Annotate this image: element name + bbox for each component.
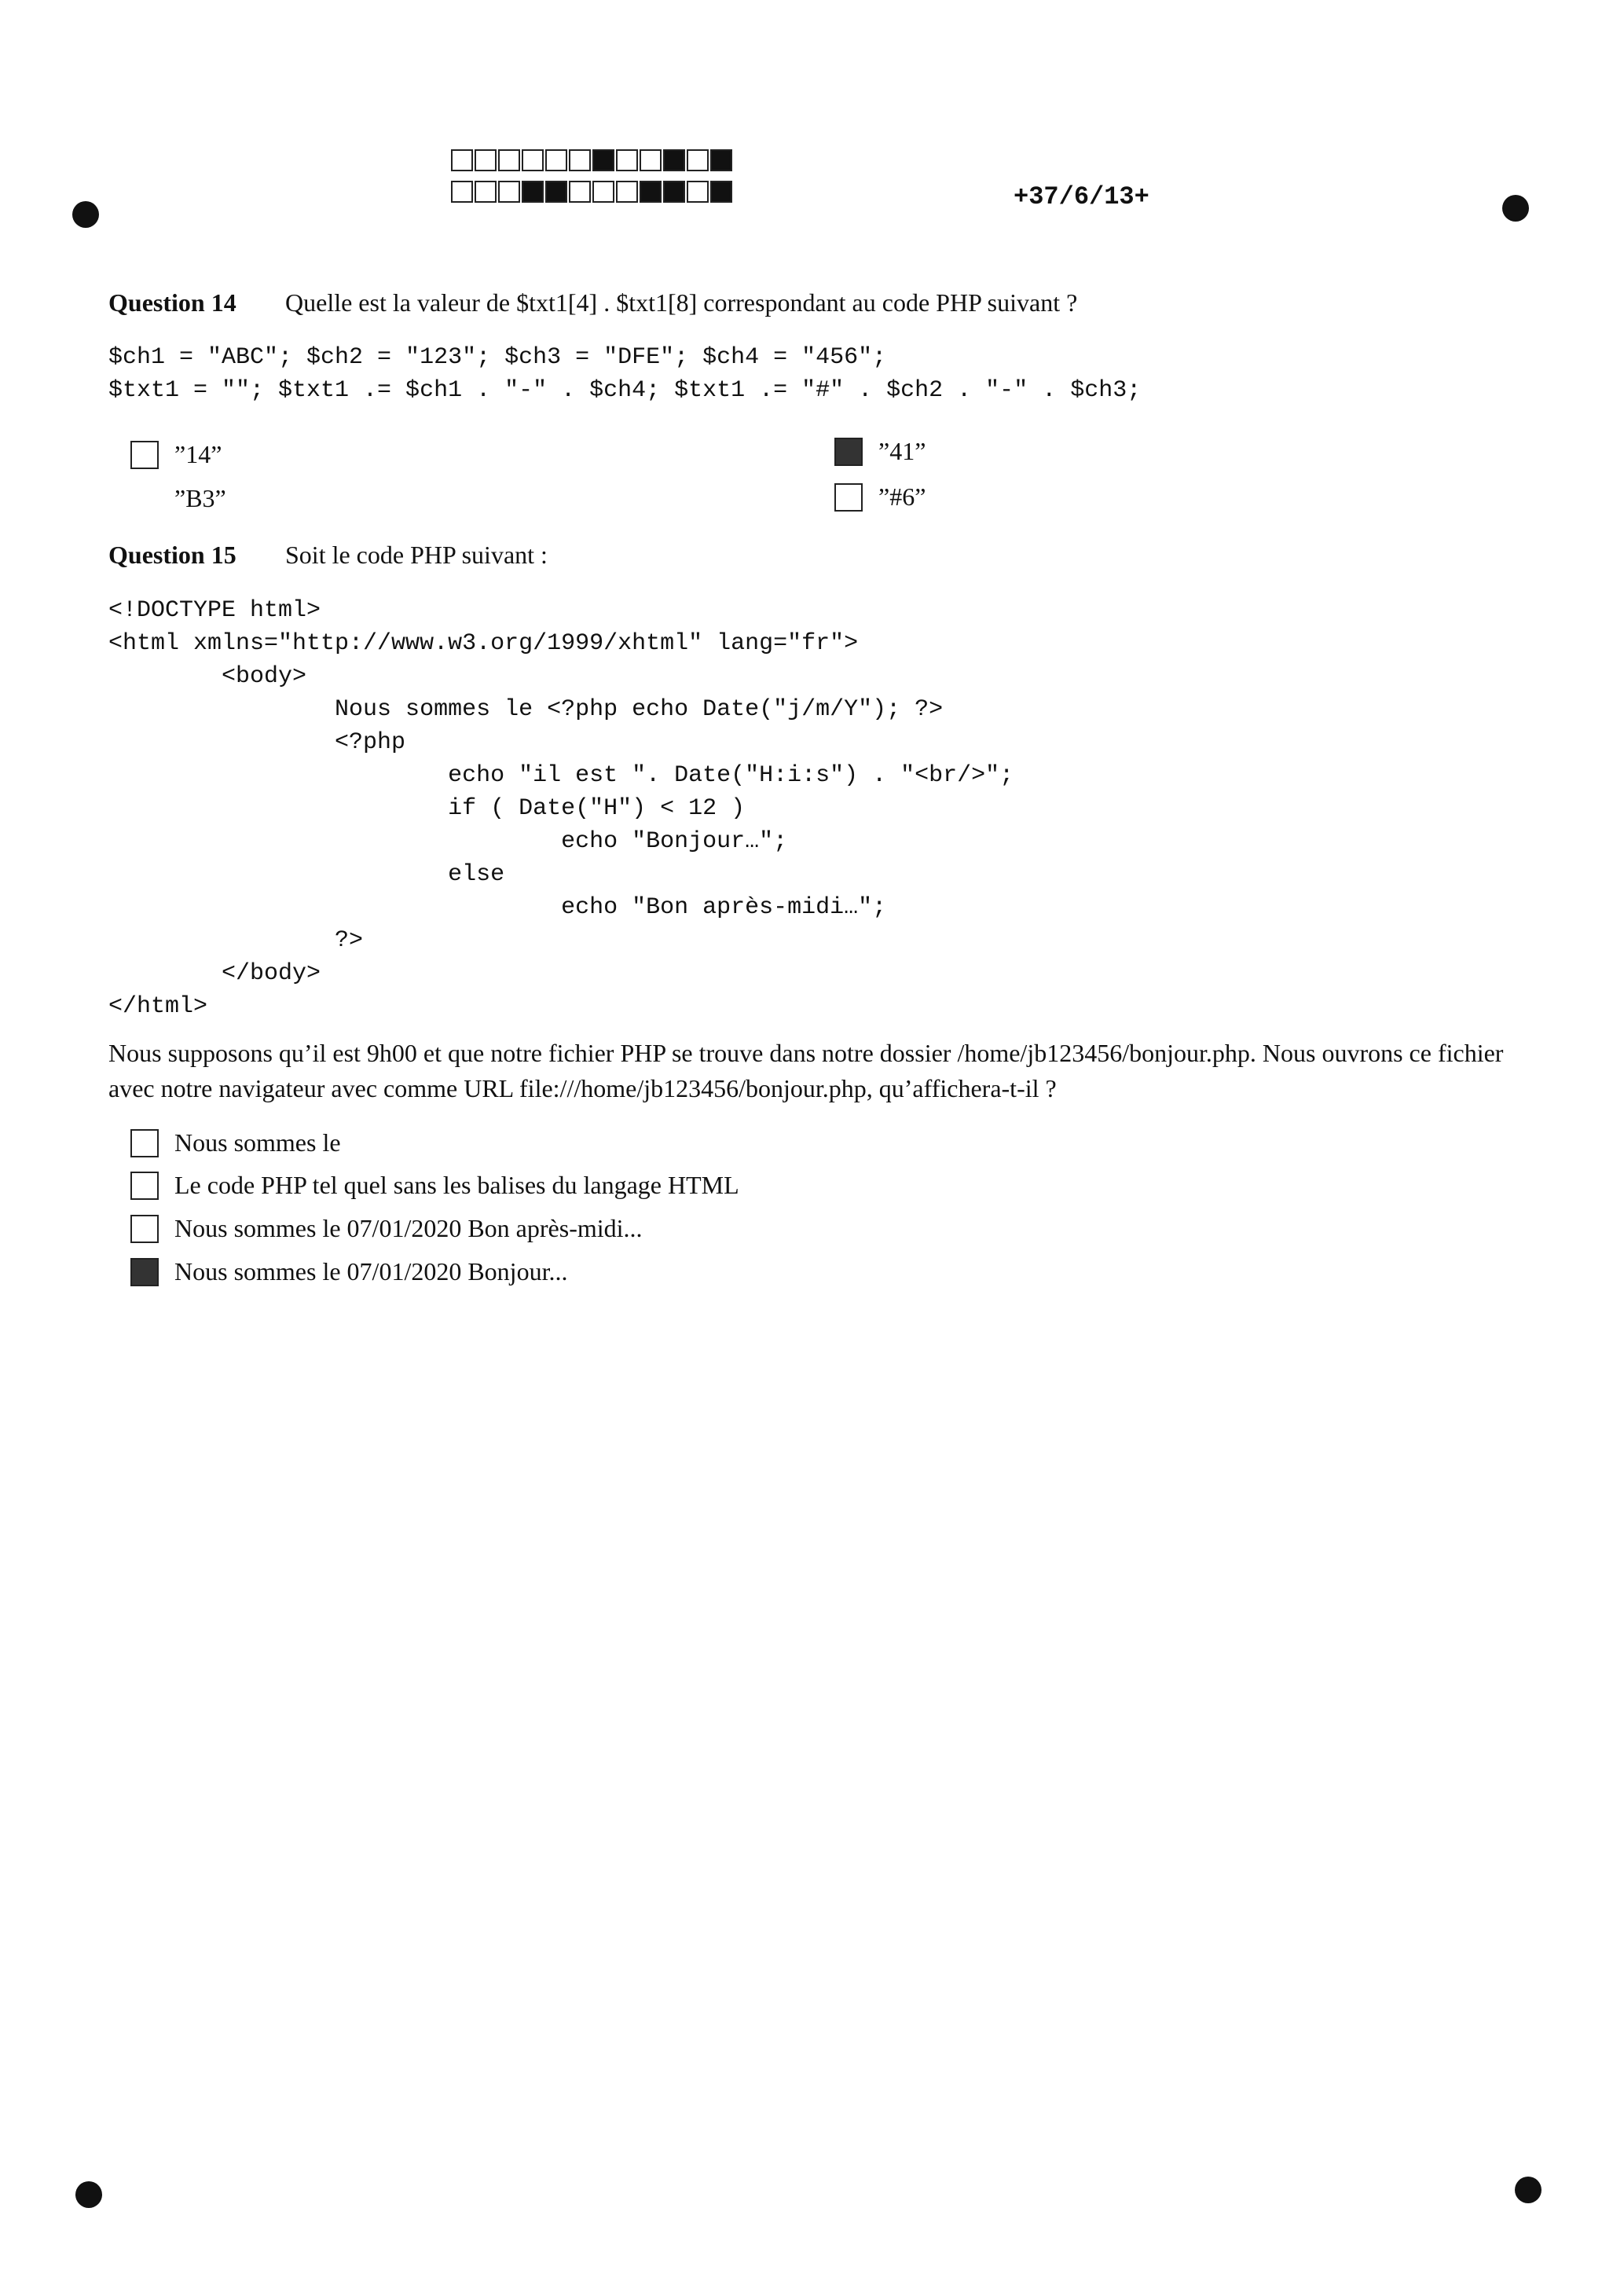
- barcode-cell: [687, 149, 709, 171]
- barcode-cell: [663, 181, 685, 203]
- q14-checkbox-2[interactable]: [834, 438, 863, 466]
- barcode-cell: [663, 149, 685, 171]
- q14-checkbox-1[interactable]: [130, 441, 159, 469]
- registration-mark-bottom-left: [75, 2181, 102, 2208]
- registration-mark-top-right: [1502, 195, 1529, 222]
- question-14-code: $ch1 = "ABC"; $ch2 = "123"; $ch3 = "DFE"; $ch4 = "456"; $txt1 = ""; $txt1 .= $ch1 . "-" . $ch4; $txt1 .= "#" . $ch2 . "-" . $ch3;: [108, 344, 1142, 404]
- barcode-cell: [592, 181, 614, 203]
- barcode-cell: [522, 149, 544, 171]
- q15-choice-2[interactable]: [130, 1171, 739, 1200]
- q14-choice-1[interactable]: [130, 440, 222, 469]
- barcode-cell: [498, 149, 520, 171]
- barcode-cell: [545, 181, 567, 203]
- q15-checkbox-1[interactable]: [130, 1129, 159, 1157]
- barcode-cell: [545, 149, 567, 171]
- barcode-row-2: [451, 181, 734, 203]
- q15-choice-4-label: Nous sommes le 07/01/2020 Bonjour...: [174, 1257, 568, 1286]
- q14-choice-1-label: ”14”: [174, 440, 222, 468]
- barcode-cell: [475, 149, 497, 171]
- registration-mark-top-left: [72, 201, 99, 228]
- question-15-text: Soit le code PHP suivant :: [285, 541, 548, 569]
- question-15-code: <!DOCTYPE html> <html xmlns="http://www.w3.org/1999/xhtml" lang="fr"> <body> Nous sommes le <?php echo Date("j/m/Y"); ?> <?php echo "il est ". Date("H:i:s") . "<br/>"; if ( Date("H") < 12 ) echo "Bonjour…"; else echo "Bon après-midi…"; ?> </body> </html>: [108, 597, 1014, 1020]
- q14-choice-4-label: ”#6”: [878, 482, 926, 511]
- q14-choice-3: [130, 484, 226, 513]
- question-14-label: Question 14: [108, 288, 236, 317]
- page-id: +37/6/13+: [1014, 182, 1149, 211]
- registration-mark-bottom-right: [1515, 2177, 1542, 2203]
- barcode-cell: [522, 181, 544, 203]
- barcode-cell: [592, 149, 614, 171]
- q15-checkbox-4[interactable]: [130, 1258, 159, 1286]
- q15-choice-3-label: Nous sommes le 07/01/2020 Bon après-midi...: [174, 1214, 643, 1242]
- barcode-cell: [710, 149, 732, 171]
- q14-checkbox-4[interactable]: [834, 483, 863, 512]
- question-15-label: Question 15: [108, 541, 236, 569]
- barcode-cell: [498, 181, 520, 203]
- q14-choice-2[interactable]: [834, 437, 926, 466]
- q15-choice-2-label: Le code PHP tel quel sans les balises du langage HTML: [174, 1171, 739, 1199]
- barcode-cell: [451, 149, 473, 171]
- barcode-cell: [616, 149, 638, 171]
- q14-choice-2-label: ”41”: [878, 437, 926, 465]
- barcode-cell: [640, 181, 662, 203]
- question-15-paragraph: Nous supposons qu’il est 9h00 et que notre fichier PHP se trouve dans notre dossier /home/jb123456/bonjour.php. Nous ouvrons ce fichier avec notre navigateur avec comme URL file:///home/jb123456/bonjour.php, qu’affichera-t-il ?: [108, 1039, 1504, 1102]
- q14-choice-4[interactable]: [834, 482, 926, 512]
- q14-choice-3-label: ”B3”: [174, 484, 226, 512]
- q15-checkbox-2[interactable]: [130, 1172, 159, 1200]
- question-14-heading: [108, 288, 1077, 317]
- q15-choice-4[interactable]: [130, 1257, 567, 1286]
- barcode-cell: [569, 149, 591, 171]
- question-15-heading: [108, 541, 548, 570]
- q15-choice-3[interactable]: [130, 1214, 643, 1243]
- barcode-cell: [687, 181, 709, 203]
- barcode-row-1: [451, 149, 734, 171]
- question-14-text: Quelle est la valeur de $txt1[4] . $txt1[8] correspondant au code PHP suivant ?: [285, 288, 1078, 317]
- barcode-cell: [569, 181, 591, 203]
- barcode-cell: [475, 181, 497, 203]
- barcode-cell: [640, 149, 662, 171]
- q15-choice-1[interactable]: [130, 1128, 341, 1157]
- barcode-cell: [710, 181, 732, 203]
- barcode-cell: [451, 181, 473, 203]
- q15-choice-1-label: Nous sommes le: [174, 1128, 341, 1157]
- barcode-cell: [616, 181, 638, 203]
- q15-checkbox-3[interactable]: [130, 1215, 159, 1243]
